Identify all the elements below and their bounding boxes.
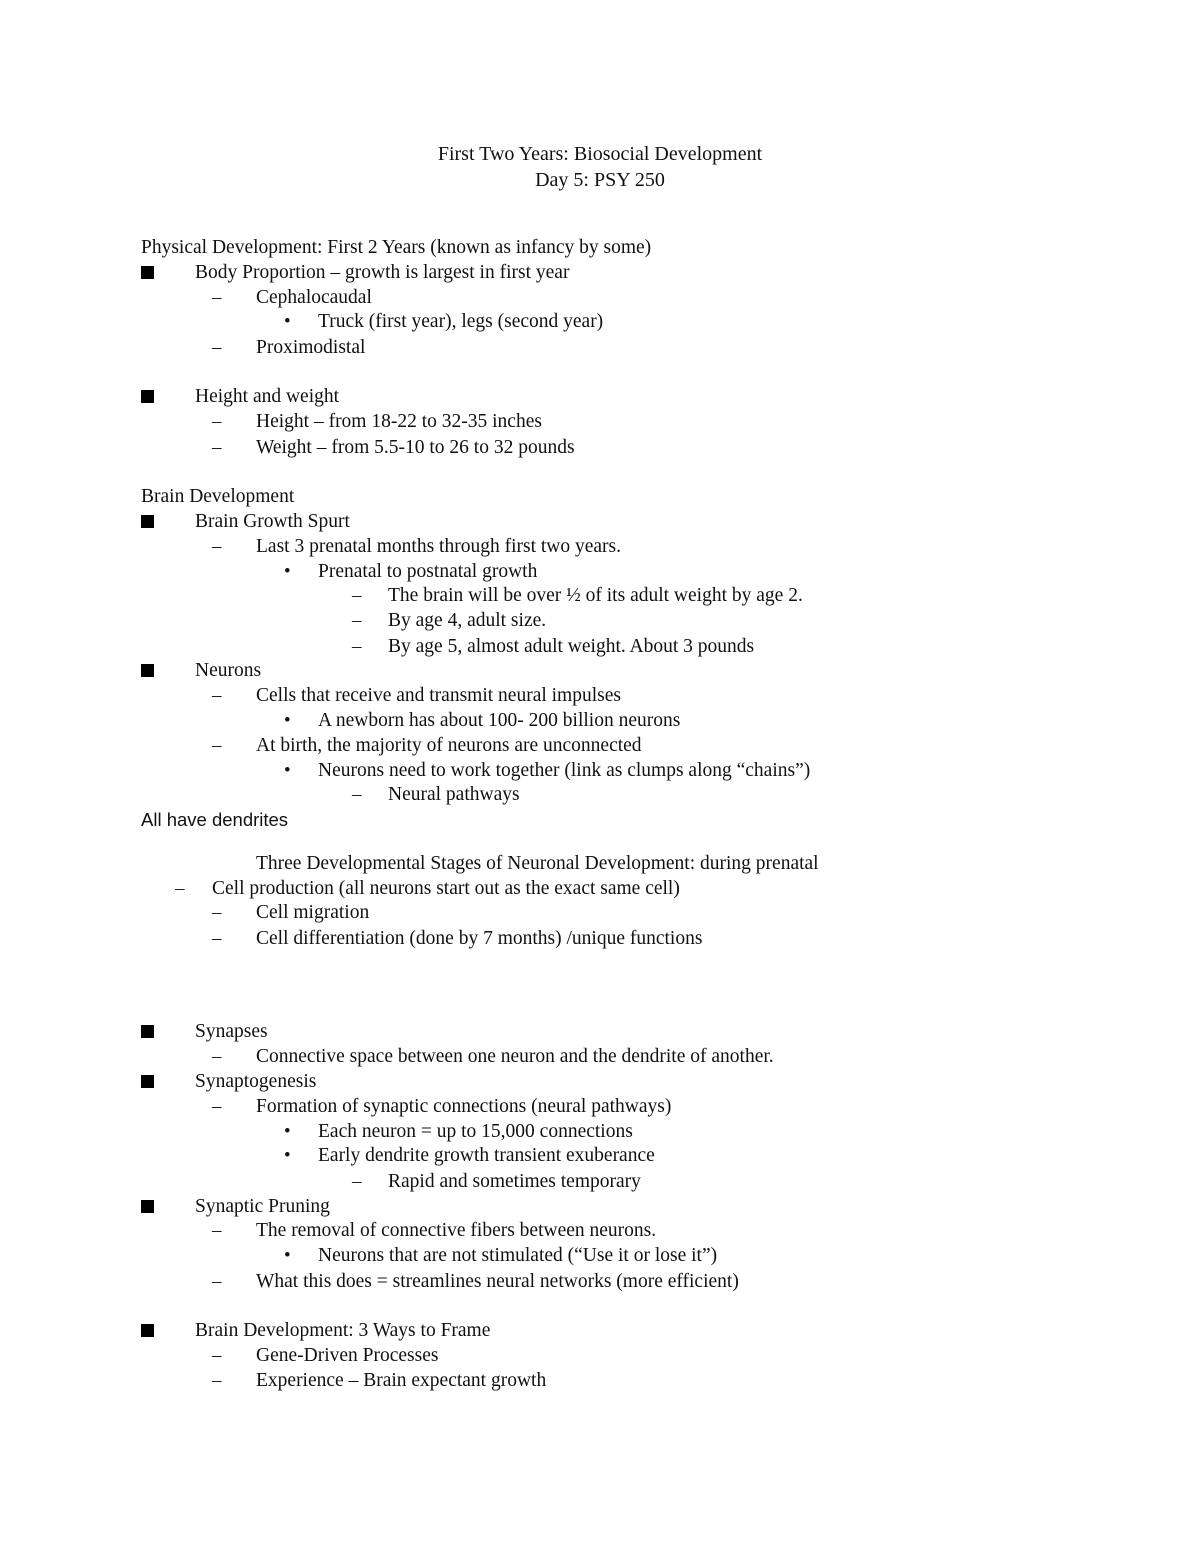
dash-marker: – (352, 784, 362, 805)
square-bullet-icon (141, 1200, 154, 1213)
outline-line: Early dendrite growth transient exuberance (318, 1145, 655, 1166)
bullet-marker: • (284, 710, 291, 731)
square-bullet-icon (141, 390, 154, 403)
outline-line: Height and weight (195, 386, 340, 407)
outline-line: Synaptogenesis (195, 1071, 317, 1092)
dash-marker: – (212, 411, 222, 432)
outline-line: Height – from 18-22 to 32-35 inches (256, 411, 542, 432)
outline-line: Neurons that are not stimulated (“Use it or lose it”) (318, 1245, 718, 1266)
bullet-marker: • (284, 561, 291, 582)
outline-line: Weight – from 5.5-10 to 26 to 32 pounds (256, 437, 575, 458)
outline-line: Synapses (195, 1021, 268, 1042)
dash-marker: – (212, 1370, 222, 1391)
outline-line: Prenatal to postnatal growth (318, 561, 538, 582)
dash-marker: – (212, 1271, 222, 1292)
dash-marker: – (212, 735, 222, 756)
outline-line: All have dendrites (141, 809, 289, 830)
dash-marker: – (212, 337, 222, 358)
outline-line: Cell production (all neurons start out as the exact same cell) (212, 878, 680, 899)
dash-marker: – (175, 878, 185, 899)
outline-line: Cell migration (256, 902, 370, 923)
square-bullet-icon (141, 1324, 154, 1337)
outline-line: Proximodistal (256, 337, 366, 358)
bullet-marker: • (284, 1145, 291, 1166)
outline-line: Brain Development: 3 Ways to Frame (195, 1320, 491, 1341)
outline-line: Synaptic Pruning (195, 1196, 330, 1217)
dash-marker: – (212, 685, 222, 706)
outline-line: Gene-Driven Processes (256, 1345, 439, 1366)
square-bullet-icon (141, 266, 154, 279)
outline-line: Last 3 prenatal months through first two years. (256, 536, 622, 557)
dash-marker: – (352, 1171, 362, 1192)
dash-marker: – (212, 902, 222, 923)
document-subtitle: Day 5: PSY 250 (535, 169, 665, 191)
dash-marker: – (212, 1096, 222, 1117)
dash-marker: – (212, 1046, 222, 1067)
dash-marker: – (212, 928, 222, 949)
dash-marker: – (212, 437, 222, 458)
outline-line: At birth, the majority of neurons are unconnected (256, 735, 642, 756)
dash-marker: – (352, 610, 362, 631)
dash-marker: – (212, 1220, 222, 1241)
outline-line: The removal of connective fibers between neurons. (256, 1220, 657, 1241)
outline-line: Cephalocaudal (256, 287, 372, 308)
outline-line: The brain will be over ½ of its adult weight by age 2. (388, 585, 803, 606)
outline-line: Three Developmental Stages of Neuronal Development: during prenatal (256, 853, 819, 874)
outline-line: Each neuron = up to 15,000 connections (318, 1121, 633, 1142)
outline-line: By age 5, almost adult weight. About 3 pounds (388, 636, 755, 657)
square-bullet-icon (141, 515, 154, 528)
outline-line: Cell differentiation (done by 7 months) /unique functions (256, 928, 703, 949)
bullet-marker: • (284, 1121, 291, 1142)
bullet-marker: • (284, 760, 291, 781)
section-heading: Brain Development (141, 486, 295, 507)
outline-line: Brain Growth Spurt (195, 511, 350, 532)
section-heading: Physical Development: First 2 Years (known as infancy by some) (141, 237, 652, 258)
outline-line: What this does = streamlines neural networks (more efficient) (256, 1271, 739, 1292)
outline-line: Neural pathways (388, 784, 520, 805)
outline-line: By age 4, adult size. (388, 610, 547, 631)
dash-marker: – (352, 636, 362, 657)
square-bullet-icon (141, 664, 154, 677)
outline-line: Neurons (195, 660, 262, 681)
outline-line: Neurons need to work together (link as clumps along “chains”) (318, 760, 811, 781)
outline-line: Connective space between one neuron and the dendrite of another. (256, 1046, 774, 1067)
outline-line: Truck (first year), legs (second year) (318, 311, 604, 332)
outline-line: A newborn has about 100- 200 billion neurons (318, 710, 681, 731)
square-bullet-icon (141, 1075, 154, 1088)
outline-line: Formation of synaptic connections (neural pathways) (256, 1096, 672, 1117)
outline-line: Rapid and sometimes temporary (388, 1171, 641, 1192)
document-title: First Two Years: Biosocial Development (437, 143, 763, 165)
dash-marker: – (212, 287, 222, 308)
outline-line: Experience – Brain expectant growth (256, 1370, 547, 1391)
bullet-marker: • (284, 311, 291, 332)
bullet-marker: • (284, 1245, 291, 1266)
outline-line: Cells that receive and transmit neural impulses (256, 685, 621, 706)
dash-marker: – (212, 536, 222, 557)
dash-marker: – (352, 585, 362, 606)
square-bullet-icon (141, 1025, 154, 1038)
outline-line: Body Proportion – growth is largest in first year (195, 262, 570, 283)
dash-marker: – (212, 1345, 222, 1366)
